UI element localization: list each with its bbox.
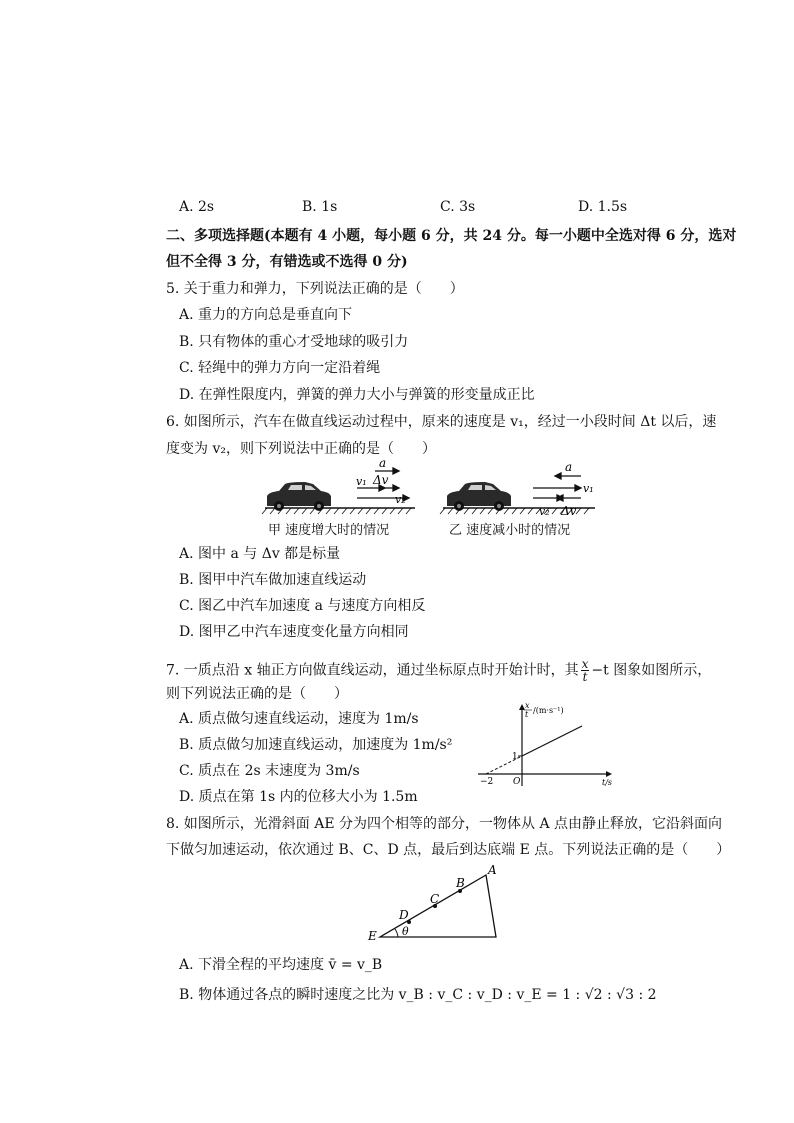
q7-graph-yintercept: 1 xyxy=(512,752,518,762)
svg-text:t: t xyxy=(525,710,529,719)
q7-fraction xyxy=(581,658,590,683)
q8-point-c: C xyxy=(430,892,440,906)
q5-stem: 5. 关于重力和弹力，下列说法正确的是（ ） xyxy=(166,281,464,297)
section2-heading-line2: 但不全得 3 分，有错选或不选得 0 分) xyxy=(166,254,408,270)
label-v1-left: v₁ xyxy=(356,475,367,488)
q6-stem-line1: 6. 如图所示，汽车在做直线运动过程中，原来的速度是 v₁，经过一小段时间 Δt 以后，速 xyxy=(166,414,717,430)
q7-stem-line2: 则下列说法正确的是（ ） xyxy=(166,686,348,702)
q8-point-d: D xyxy=(399,908,409,922)
q5-option-b: B. 只有物体的重心才受地球的吸引力 xyxy=(179,334,409,350)
q7-stem-line1 xyxy=(166,658,711,683)
q5-option-c: C. 轻绳中的弹力方向一定沿着绳 xyxy=(179,360,381,376)
q6-option-b: B. 图甲中汽车做加速直线运动 xyxy=(179,572,367,588)
q6-option-c: C. 图乙中汽车加速度 a 与速度方向相反 xyxy=(179,598,426,614)
arrows-right xyxy=(533,473,581,501)
q6-option-a: A. 图中 a 与 Δv 都是标量 xyxy=(179,546,341,562)
car-left-icon xyxy=(267,482,331,511)
q6-car-figure xyxy=(255,458,600,520)
q7-option-d: D. 质点在第 1s 内的位移大小为 1.5m xyxy=(179,789,418,805)
label-a-right: a xyxy=(565,460,573,474)
q8-point-e: E xyxy=(368,929,377,942)
q6-caption-right: 乙 速度减小时的情况 xyxy=(449,523,571,538)
label-v2-right: v₂ xyxy=(539,505,550,518)
q8-option-b: B. 物体通过各点的瞬时速度之比为 v_B : v_C : v_D : v_E = 1 : √2 : √3 : 2 xyxy=(179,987,657,1003)
q7-graph-yunit: /(m·s⁻¹) xyxy=(533,706,564,715)
q6-stem-line2: 度变为 v₂，则下列说法中正确的是（ ） xyxy=(166,441,436,457)
q6-caption-left: 甲 速度增大时的情况 xyxy=(268,523,390,538)
q7-option-b: B. 质点做匀加速直线运动，加速度为 1m/s² xyxy=(179,737,453,753)
q5-option-a: A. 重力的方向总是垂直向下 xyxy=(179,307,353,323)
q7-graph-xlabel: t/s xyxy=(602,778,613,787)
q8-point-a: A xyxy=(488,863,497,877)
q7-frac-num: x xyxy=(581,657,589,671)
q7-stem-post: −t 图象如图所示， xyxy=(591,662,712,679)
label-v1-right: v₁ xyxy=(583,482,594,495)
label-dv-right: Δv xyxy=(561,504,577,518)
label-dv-left: Δv xyxy=(373,473,389,487)
q8-stem-line1: 8. 如图所示，光滑斜面 AE 分为四个相等的部分，一物体从 A 点由静止释放，它沿斜面向 xyxy=(166,816,723,832)
label-v2-left: v₂ xyxy=(395,493,406,506)
q6-option-d: D. 图甲乙中汽车速度变化量方向相同 xyxy=(179,624,409,640)
q4-option-d: D. 1.5s xyxy=(578,199,628,215)
q8-incline-figure xyxy=(364,862,509,942)
q7-option-c: C. 质点在 2s 末速度为 3m/s xyxy=(179,763,360,779)
q7-stem-pre: 7. 一质点沿 x 轴正方向做直线运动，通过坐标原点时开始计时，其 xyxy=(166,662,579,679)
q8-point-b: B xyxy=(456,876,465,890)
q8-option-a: A. 下滑全程的平均速度 v̄ = v_B xyxy=(179,957,383,973)
car-right-icon xyxy=(447,482,511,511)
q8-stem-line2: 下做匀加速运动，依次通过 B、C、D 点，最后到达底端 E 点。下列说法正确的是（ ） xyxy=(166,842,731,858)
q4-option-b: B. 1s xyxy=(302,199,338,215)
q7-frac-den: t xyxy=(582,670,588,684)
ground-left xyxy=(262,508,415,514)
q5-option-d: D. 在弹性限度内，弹簧的弹力大小与弹簧的形变量成正比 xyxy=(179,387,535,403)
q4-option-c: C. 3s xyxy=(440,199,476,215)
section2-heading-line1: 二、多项选择题(本题有 4 小题，每小题 6 分，共 24 分。每一小题中全选对得 6 分，选对 xyxy=(166,228,737,244)
q8-angle-theta: θ xyxy=(402,925,409,938)
q4-option-a: A. 2s xyxy=(179,199,215,215)
q7-option-a: A. 质点做匀速直线运动，速度为 1m/s xyxy=(179,711,419,727)
svg-text:x: x xyxy=(525,701,530,710)
q7-graph-xintercept: −2 xyxy=(480,777,494,787)
q7-xt-graph xyxy=(478,700,618,792)
q7-graph-origin: O xyxy=(513,777,521,787)
label-a-left: a xyxy=(379,458,387,470)
